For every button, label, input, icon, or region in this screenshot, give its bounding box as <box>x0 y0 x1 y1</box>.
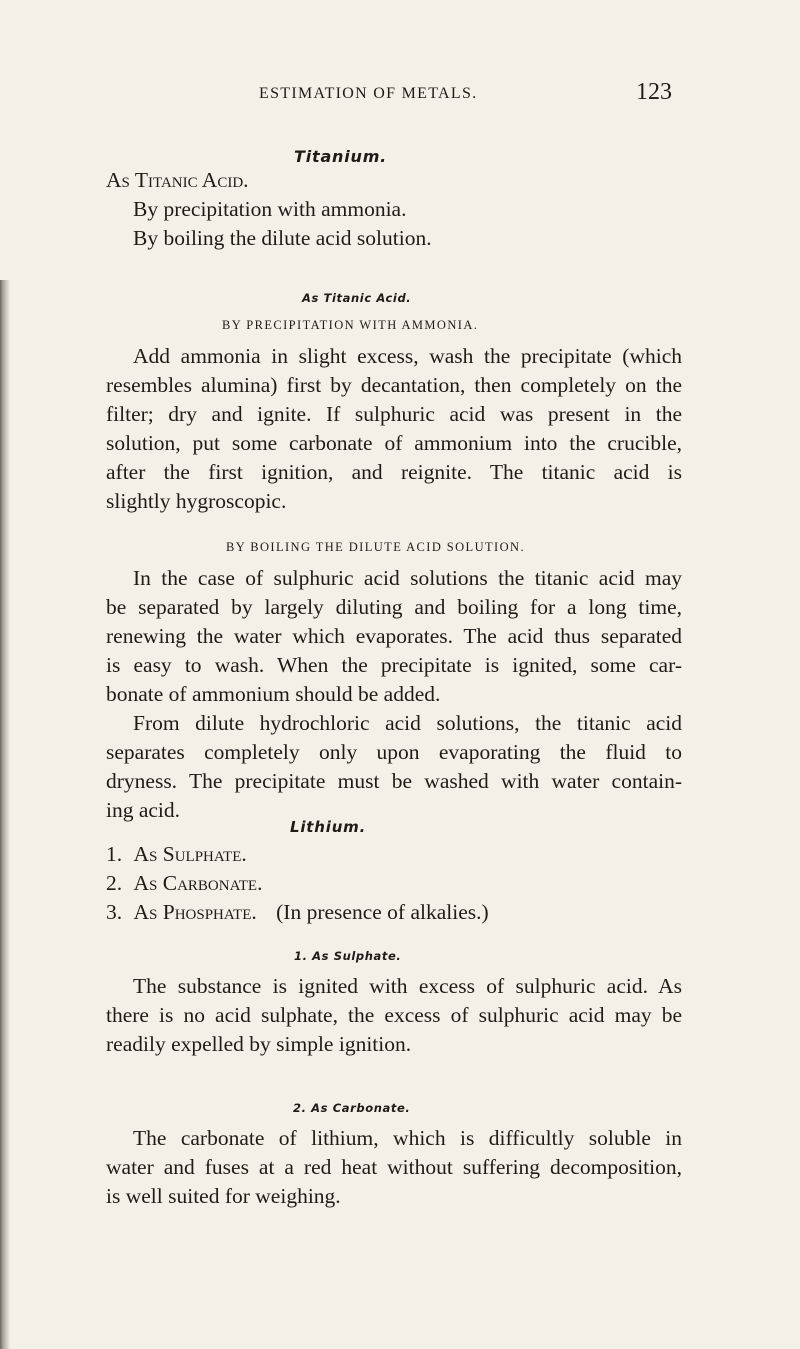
paragraph-line: From dilute hydrochloric acid solutions, the titanic acid <box>133 711 682 735</box>
page-number: 123 <box>636 79 672 105</box>
method-number: 3. <box>106 900 123 924</box>
method-note: (In presence of alkalies.) <box>276 900 489 924</box>
running-head: ESTIMATION OF METALS. <box>259 85 478 102</box>
paragraph-line: there is no acid sulphate, the excess of sulphuric acid may be <box>106 1003 682 1027</box>
page-gutter-shadow <box>0 280 10 1349</box>
lithium-method-2 <box>106 871 262 896</box>
section-heading-titanium: Titanium. <box>294 147 388 166</box>
lithium-method-3 <box>106 900 489 925</box>
method-number: 2. <box>106 871 123 895</box>
paragraph-line: ing acid. <box>106 798 181 822</box>
subheading-carbonate: 2. As Carbonate. <box>293 1101 411 1115</box>
subheading-sulphate: 1. As Sulphate. <box>294 949 402 963</box>
lithium-method-1 <box>106 842 247 867</box>
paragraph-line: is easy to wash. When the precipitate is ignited, some car- <box>106 653 682 677</box>
paragraph-line: dryness. The precipitate must be washed with water contain- <box>106 769 682 793</box>
paragraph-line: water and fuses at a red heat without suffering decomposition, <box>106 1155 682 1179</box>
paragraph-line: readily expelled by simple ignition. <box>106 1032 412 1056</box>
subheading-titanic-acid: As Titanic Acid. <box>302 291 412 305</box>
paragraph-line: slightly hygroscopic. <box>106 489 287 513</box>
method-label: As Carbonate. <box>133 871 263 895</box>
method-label: As Sulphate. <box>133 842 247 866</box>
paragraph-line: bonate of ammonium should be added. <box>106 682 441 706</box>
titanium-method-2: By boiling the dilute acid solution. <box>133 226 432 250</box>
paragraph-line: after the first ignition, and reignite. The titanic acid is <box>106 460 682 484</box>
paragraph-line: In the case of sulphuric acid solutions the titanic acid may <box>133 566 682 590</box>
section-heading-lithium: Lithium. <box>290 818 367 836</box>
paragraph-line: solution, put some carbonate of ammonium into the crucible, <box>106 431 682 455</box>
method-label: As Phosphate. <box>133 900 257 924</box>
paragraph-line: filter; dry and ignite. If sulphuric acid was present in the <box>106 402 682 426</box>
subsection-heading-boiling: BY BOILING THE DILUTE ACID SOLUTION. <box>226 540 525 554</box>
paragraph-line: be separated by largely diluting and boiling for a long time, <box>106 595 682 619</box>
paragraph-line: renewing the water which evaporates. The acid thus separated <box>106 624 682 648</box>
method-number: 1. <box>106 842 123 866</box>
subsection-heading-ammonia: BY PRECIPITATION WITH AMMONIA. <box>222 318 479 332</box>
paragraph-line: separates completely only upon evaporating the fluid to <box>106 740 682 764</box>
paragraph-line: Add ammonia in slight excess, wash the precipitate (which <box>133 344 682 368</box>
paragraph-line: is well suited for weighing. <box>106 1184 341 1208</box>
paragraph-line: The substance is ignited with excess of sulphuric acid. As <box>133 974 682 998</box>
paragraph-line: The carbonate of lithium, which is difficultly soluble in <box>133 1126 682 1150</box>
paragraph-line: resembles alumina) first by decantation, then completely on the <box>106 373 682 397</box>
titanium-methods-title: As Titanic Acid. <box>106 168 249 192</box>
titanium-method-1: By precipitation with ammonia. <box>133 197 407 221</box>
